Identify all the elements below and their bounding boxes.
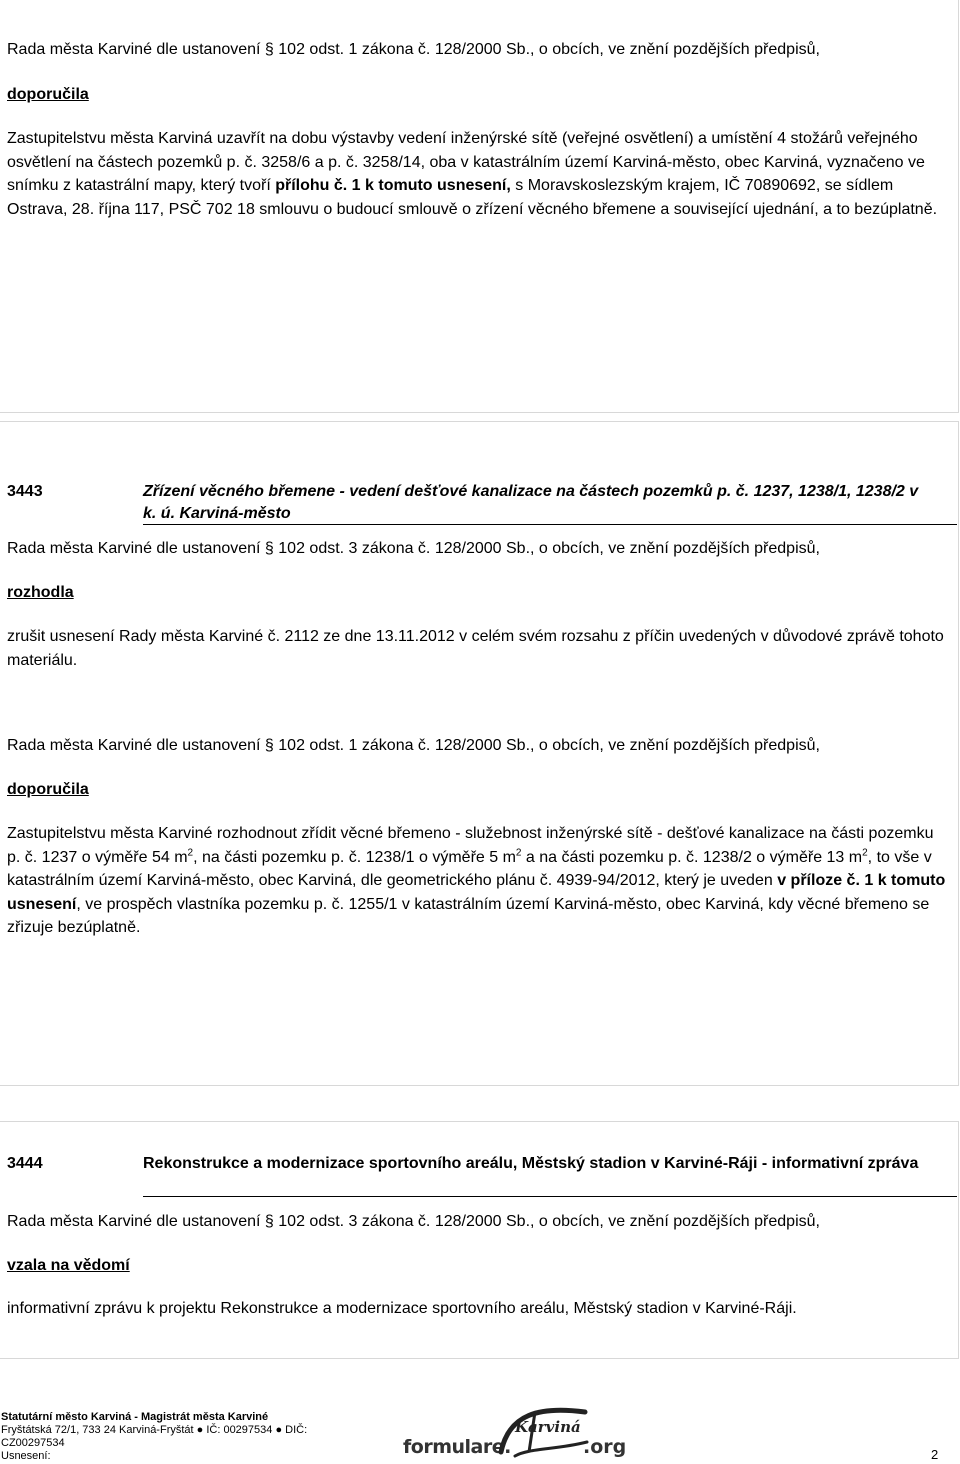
- resolution-text-part: Zastupitelstvu města Karviné rozhodnout zřídit věcné břemeno - služebnost inženýrské sítě - dešťové kanalizace na části pozemku p. č. 1237 o výměře 54 m: [7, 825, 934, 866]
- verdict-label: vzala na vědomí: [7, 1257, 130, 1274]
- footer-organization: Statutární město Karviná - Magistrát města Karviné: [1, 1411, 269, 1423]
- authority-clause: Rada města Karviné dle ustanovení § 102 odst. 3 zákona č. 128/2000 Sb., o obcích, ve znění pozdějších předpisů,: [7, 1213, 820, 1230]
- item-number: 3443: [7, 483, 43, 500]
- resolution-text: informativní zprávu k projektu Rekonstrukce a modernizace sportovního areálu, Městský stadion v Karviné-Ráji.: [7, 1300, 797, 1317]
- resolution-text-part: s Moravskoslezským krajem, IČ 70890692, se sídlem Ostrava, 28. října 117, PSČ 702 18 smlouvu o budoucí smlouvě o zřízení věcného břemene a související ujednání, a to bezúplatně.: [7, 177, 938, 218]
- verdict-label: doporučila: [7, 781, 89, 798]
- logo-text-right: .org: [583, 1436, 627, 1458]
- authority-clause: Rada města Karviné dle ustanovení § 102 odst. 1 zákona č. 128/2000 Sb., o obcích, ve znění pozdějších předpisů,: [7, 41, 820, 58]
- item-title: Rekonstrukce a modernizace sportovního areálu, Městský stadion v Karviné-Ráji - informativní zpráva: [143, 1155, 919, 1172]
- resolution-text-part: , na části pozemku p. č. 1238/1 o výměře 5 m: [193, 848, 516, 866]
- superscript: 2: [515, 847, 522, 859]
- verdict-label: rozhodla: [7, 584, 74, 601]
- footer-dic: CZ00297534: [1, 1437, 65, 1449]
- footer-address: Fryštátská 72/1, 733 24 Karviná-Fryštát ● IČ: 00297534 ● DIČ:: [1, 1424, 308, 1436]
- verdict-label: doporučila: [7, 86, 89, 103]
- superscript: 2: [187, 847, 194, 859]
- resolution-text-part: Zastupitelstvu města Karviná uzavřít na dobu výstavby vedení inženýrské sítě (veřejné osvětlení) a umístění 4 stožárů veřejného osvětlení na částech pozemků p. č. 3258/6 a p. č. 3258/14, oba v katastrálním území Karviná-město, obec Karviná, vyznačeno ve snímku z katastrální mapy, který tvoří: [7, 130, 925, 194]
- logo-text-mid: Karviná: [515, 1418, 581, 1436]
- item-number: 3444: [7, 1155, 43, 1172]
- attachment-ref: přílohu č. 1 k tomuto usnesení,: [275, 177, 511, 194]
- resolution-text-part: , to vše v katastrálním území Karviná-město, obec Karviná, dle geometrického plánu č. 4939-94/2012, který je uveden: [7, 848, 932, 889]
- footer-document-label: Usnesení:: [1, 1450, 51, 1462]
- item-frame: [0, 421, 959, 1086]
- logo-text-left: formulare.: [403, 1436, 511, 1458]
- attachment-ref: v příloze č. 1 k tomuto usnesení: [7, 872, 946, 913]
- item-frame: [0, 0, 959, 413]
- page-number: 2: [931, 1447, 939, 1462]
- authority-clause: Rada města Karviné dle ustanovení § 102 odst. 3 zákona č. 128/2000 Sb., o obcích, ve znění pozdějších předpisů,: [7, 540, 820, 557]
- item-title: Zřízení věcného břemene - vedení dešťové kanalizace na částech pozemků p. č. 1237, 1238/1, 1238/2 v k. ú. Karviná-město: [143, 483, 919, 522]
- resolution-text-part: , ve prospěch vlastníka pozemku p. č. 1255/1 v katastrálním území Karviná-město, obec Karviná, kdy věcné břemeno se zřizuje bezúplatně.: [7, 895, 930, 936]
- formulare-logo: [403, 1404, 627, 1462]
- superscript: 2: [862, 847, 868, 859]
- item-frame: [0, 1121, 959, 1359]
- resolution-text-part: a na části pozemku p. č. 1238/2 o výměře 13 m: [521, 848, 863, 866]
- authority-clause: Rada města Karviné dle ustanovení § 102 odst. 1 zákona č. 128/2000 Sb., o obcích, ve znění pozdějších předpisů,: [7, 737, 820, 754]
- resolution-text: zrušit usnesení Rady města Karviné č. 2112 ze dne 13.11.2012 v celém svém rozsahu z příčin uvedených v důvodové zprávě tohoto materiálu.: [7, 628, 944, 669]
